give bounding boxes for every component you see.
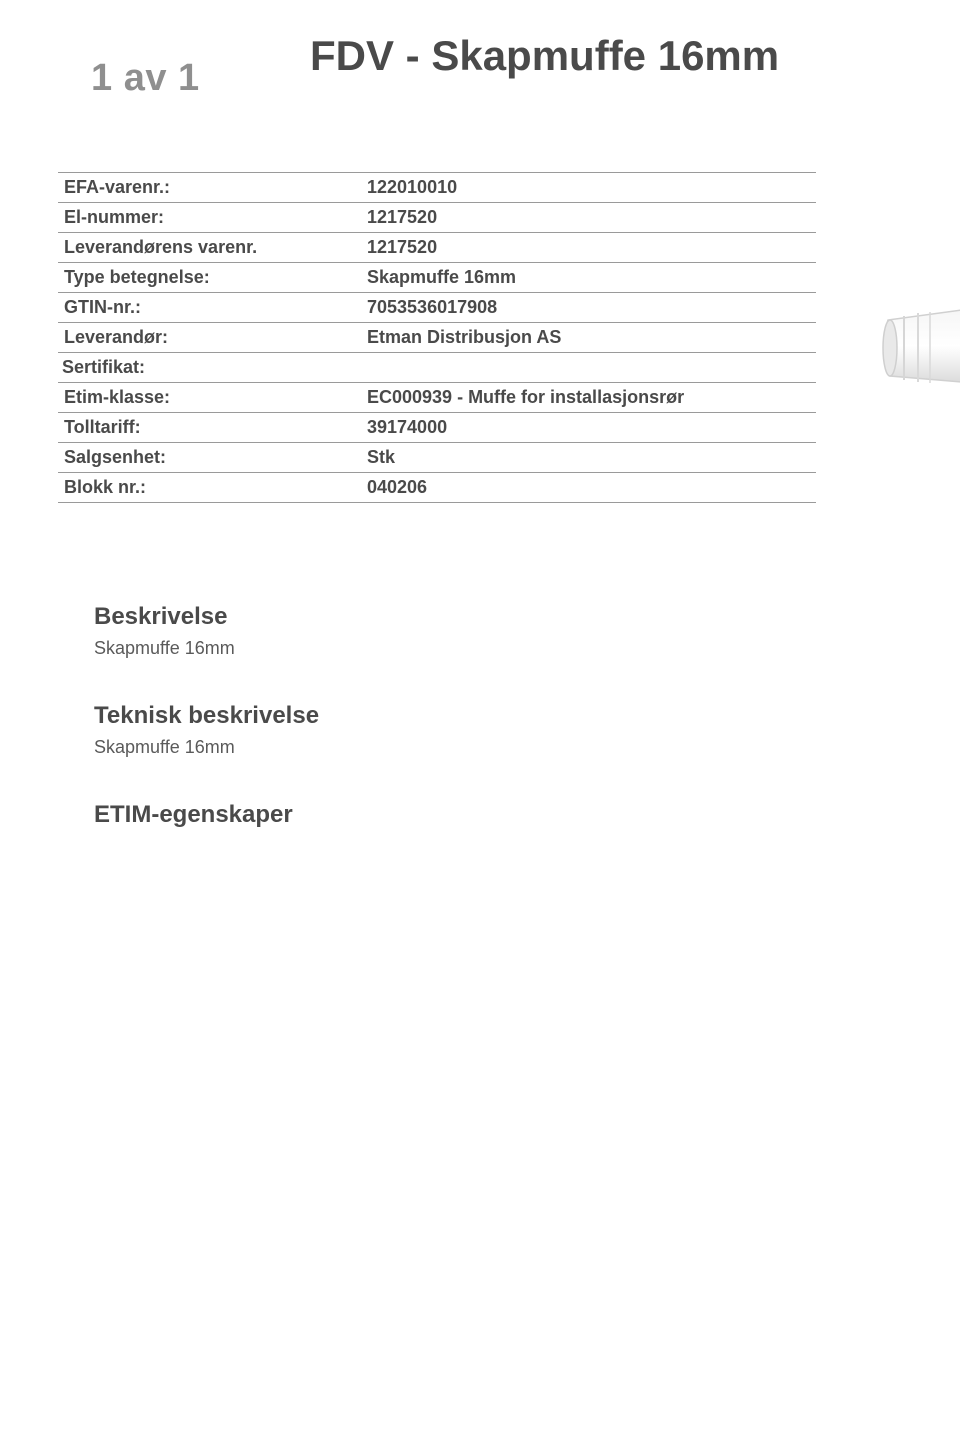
description-text: Skapmuffe 16mm [94,638,235,658]
efa-varenr-label: EFA-varenr.: [58,173,361,203]
el-nummer-label: El-nummer: [58,203,361,233]
leverandor-varenr-label: Leverandørens varenr. [58,233,361,263]
page-title: FDV - Skapmuffe 16mm [310,32,780,79]
type-betegnelse-label: Type betegnelse: [58,263,361,293]
technical-description-section [94,701,319,759]
product-info-table [58,172,816,503]
blokk-nr-label: Blokk nr.: [58,473,361,503]
table-row [58,173,816,203]
page-indicator: 1 av 1 [91,57,200,99]
el-nummer-value: 1217520 [361,203,816,233]
sertifikat-label: Sertifikat: [58,353,361,383]
etim-heading: ETIM-egenskaper [94,801,293,828]
table-row [58,203,816,233]
salgsenhet-label: Salgsenhet: [58,443,361,473]
leverandor-label: Leverandør: [58,323,361,353]
tolltariff-label: Tolltariff: [58,413,361,443]
etim-klasse-label: Etim-klasse: [58,383,361,413]
table-row [58,323,816,353]
type-betegnelse-value: Skapmuffe 16mm [361,263,816,293]
table-row [58,413,816,443]
table-row [58,263,816,293]
table-row [58,443,816,473]
sertifikat-value [361,353,816,383]
blokk-nr-value: 040206 [361,473,816,503]
etim-klasse-value: EC000939 - Muffe for installasjonsrør [361,383,816,413]
salgsenhet-value: Stk [361,443,816,473]
gtin-value: 7053536017908 [361,293,816,323]
table-row [58,353,816,383]
table-row [58,293,816,323]
pipe-coupling-image [878,298,960,396]
description-heading: Beskrivelse [94,603,228,630]
tolltariff-value: 39174000 [361,413,816,443]
technical-description-text: Skapmuffe 16mm [94,737,235,757]
table-row [58,473,816,503]
description-section [94,602,235,660]
technical-description-heading: Teknisk beskrivelse [94,702,320,729]
table-row [58,233,816,263]
etim-section [94,800,293,830]
table-row [58,383,816,413]
efa-varenr-value: 122010010 [361,173,816,203]
leverandor-value: Etman Distribusjon AS [361,323,816,353]
product-image [878,298,960,396]
leverandor-varenr-value: 1217520 [361,233,816,263]
gtin-label: GTIN-nr.: [58,293,361,323]
